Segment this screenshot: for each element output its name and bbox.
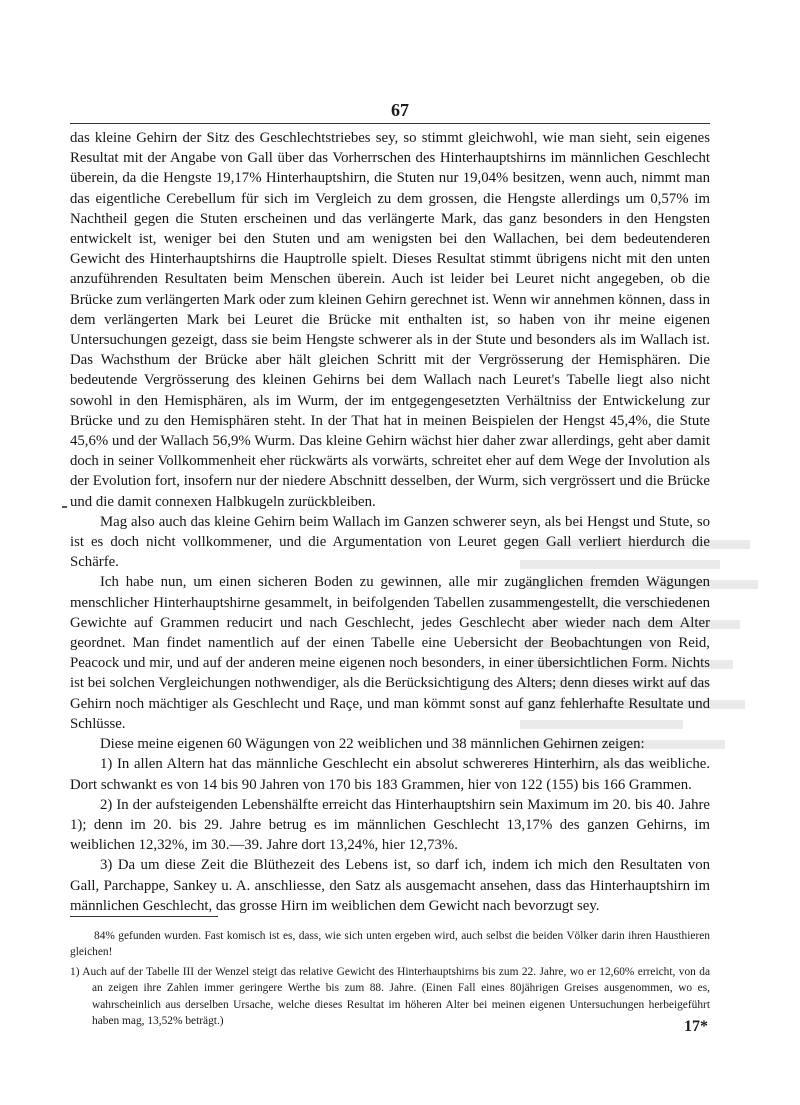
footnote-continuation: 84% gefunden wurden. Fast komisch ist es, dass, wie sich unten ergeben wird, auch selbst die beiden Völker darin ihren Hausthieren gleichen! (70, 930, 710, 959)
finding-3: 3) Da um diese Zeit die Blüthezeit des Lebens ist, so darf ich, indem ich mich den Resultaten von Gall, Parchappe, Sankey u. A. anschliesse, den Satz als ausgemacht ansehen, dass das Hinterhauptshirn im männlichen Geschlecht, das grosse Hirn im weiblichen dem Gewicht nach bevorzugt sey. (70, 857, 710, 914)
footnote-rule (70, 916, 218, 917)
header-rule (70, 123, 710, 124)
paragraph-own-weighings: Diese meine eigenen 60 Wägungen von 22 weiblichen und 38 männlichen Gehirnen zeigen: (100, 736, 645, 753)
paragraph-method: Ich habe nun, um einen sicheren Boden zu gewinnen, alle mir zugänglichen fremden Wägungen menschlicher Hinterhauptshirne gesammelt, in beifolgenden Tabellen zusammengestellt, die verschiedenen Gewichte auf Grammen reducirt und nach Geschlecht, jedes Geschlecht aber wieder nach dem Alter geordnet. Man findet namentlich auf der einen Tabelle eine Uebersicht der Beobachtungen von Reid, Peacock und mir, und auf der anderen meine eigenen noch besonders, in einer übersichtlichen Form. Nichts ist bei solchen Vergleichungen nothwendiger, als die Berücksichtigung des Alters; denn dieses wirkt auf das Gehirn noch mächtiger als Geschlecht und Raçe, und man kömmt sonst auf ganz fehlerhafte Resultate und Schlüsse. (70, 574, 710, 732)
paragraph-continuation: das kleine Gehirn der Sitz des Geschlechtstriebes sey, so stimmt gleichwohl, wie man sieht, sein eigenes Resultat mit der Angabe von Gall über das Vorherrschen des Hinterhauptshirns im männlichen Geschlecht überein, da die Hengste 19,17% Hinterhauptshirn, die Stuten nur 19,04% besitzen, wenn auch, nimmt man das eigentliche Cerebellum für sich im Vergleich zu dem grossen, die Hengste allerdings um 0,57% im Nachtheil gegen die Stuten erscheinen und das verlängerte Mark, das ganz besonders in den Hengsten entwickelt ist, weniger bei den Stuten und am wenigsten bei den Wallachen, bei dem bedeutenderen Gewicht des Hinterhauptshirns die Hauptrolle spielt. Dieses Resultat stimmt übrigens nicht mit den unten anzuführenden Resultaten beim Menschen überein. Auch ist leider bei Leuret nicht angegeben, ob die Brücke zum verlängerten Mark oder zum kleinen Gehirn gerechnet ist. Wenn wir annehmen können, dass in dem verlängerten Mark bei Leuret die Brücke mit enthalten ist, so haben von ihr meine eigenen Untersuchungen gezeigt, dass sie beim Hengste schwerer als in der Stute und besonders als im Wallach ist. Das Wachsthum der Brücke aber hält gleichen Schritt mit der Vergrösserung der Hemisphären. Die bedeutende Vergrösserung des kleinen Gehirns bei dem Wallach nach Leuret's Tabelle liegt also nicht sowohl in den Hemisphären, als im Wurm, der im entgegengesetzten Verhältniss der Entwickelung zur Brücke und zu den Hemisphären steht. In der That hat in meinen Beispielen der Hengst 45,4%, die Stute 45,6% und der Wallach 56,9% Wurm. Das kleine Gehirn wächst hier daher zwar allerdings, geht aber damit doch in seiner Vollkommenheit eher rückwärts als vorwärts, schreitet eher auf dem Wege der Involution als der Evolution fort, insofern nur der niedere Abschnitt desselben, der Wurm, sich vergrössert und die Brücke und die damit connexen Halbkugeln zurückbleiben. (70, 130, 710, 510)
footnotes (70, 928, 710, 1029)
margin-mark (62, 506, 67, 508)
footnote-1: 1) Auch auf der Tabelle III der Wenzel steigt das relative Gewicht des Hinterhauptshirns bis zum 22. Jahre, wo er 12,60% erreicht, von da an zeigen ihre Zahlen immer geringere Werthe bis zum 88. Jahre. (Einen Fall eines 80jährigen Greises ausgenommen, wo es, wahrscheinlich aus derselben Ursache, welche dieses Resultat im höheren Alter bei meinen eigenen Untersuchungen herbeigeführt haben mag, 13,52% beträgt.) (70, 965, 710, 1028)
sheet-signature: 17* (684, 1018, 708, 1035)
body-text (70, 128, 710, 916)
paragraph-wallach: Mag also auch das kleine Gehirn beim Wallach im Ganzen schwerer seyn, als bei Hengst und Stute, so ist es doch nicht vollkommener, und die Argumentation von Leuret gegen Gall verliert hierdurch die Schärfe. (70, 513, 710, 571)
finding-1: 1) In allen Altern hat das männliche Geschlecht ein absolut schwereres Hinterhirn, als das weibliche. Dort schwankt es von 14 bis 90 Jahren von 170 bis 183 Grammen, hier von 122 (155) bis 166 Grammen. (70, 756, 710, 793)
page-number: 67 (391, 100, 409, 120)
finding-2: 2) In der aufsteigenden Lebenshälfte erreicht das Hinterhauptshirn sein Maximum im 20. bis 40. Jahre 1); denn im 20. bis 29. Jahre betrug es im männlichen Geschlecht 13,17% des ganzen Gehirns, im weiblichen 12,32%, im 30.—39. Jahre dort 13,24%, hier 12,73%. (70, 796, 710, 854)
